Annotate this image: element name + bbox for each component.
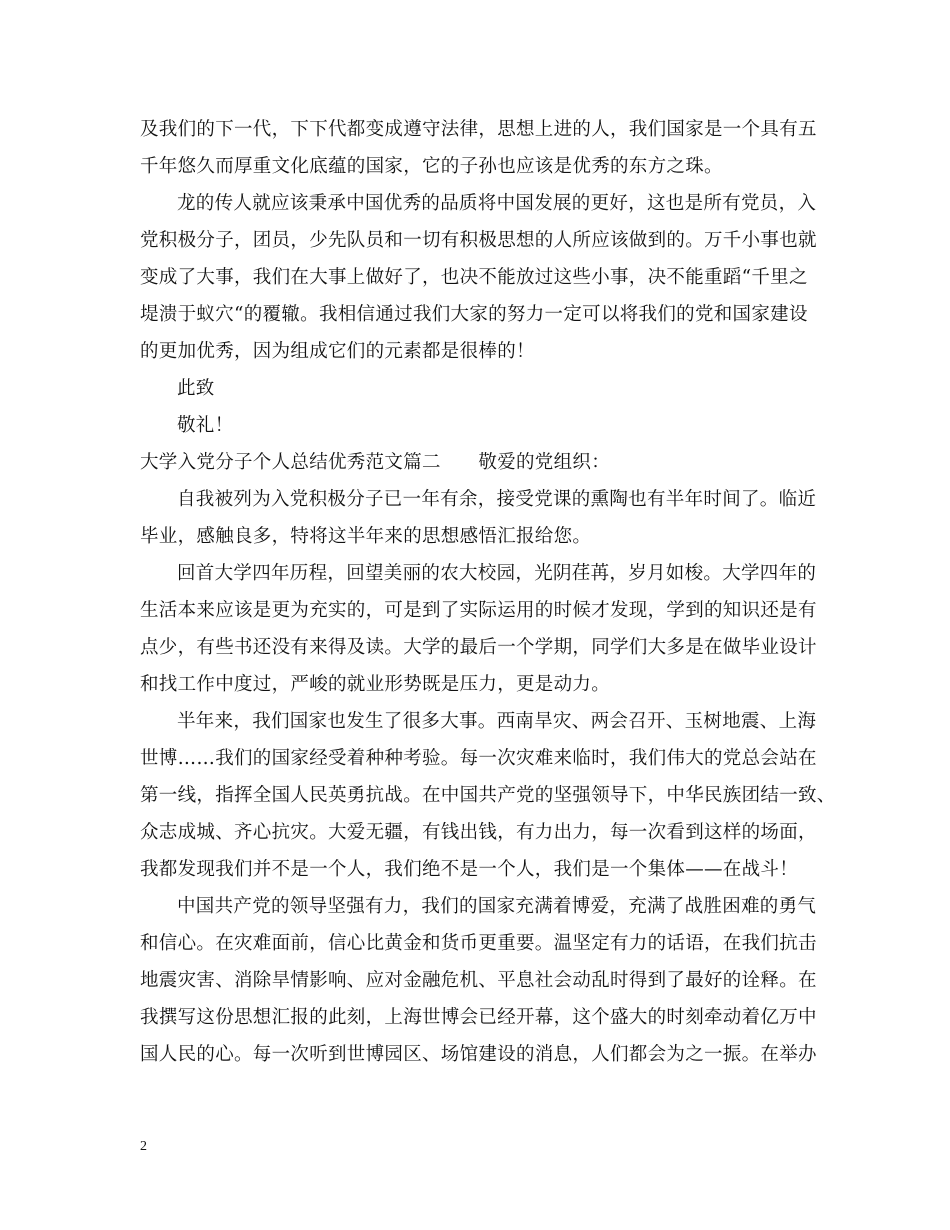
text-line: 众志成城、齐心抗灾。大爱无疆，有钱出钱，有力出力，每一次看到这样的场面， — [140, 822, 817, 843]
text-line: 半年来，我们国家也发生了很多大事。西南旱灾、两会召开、玉树地震、上海 — [177, 711, 817, 732]
text-line: 和信心。在灾难面前，信心比黄金和货币更重要。温坚定有力的话语，在我们抗击 — [140, 933, 817, 954]
text-line: 我撰写这份思想汇报的此刻，上海世博会已经开幕，这个盛大的时刻牵动着亿万中 — [140, 1007, 817, 1028]
text-line: 国人民的心。每一次听到世博园区、场馆建设的消息，人们都会为之一振。在举办 — [140, 1044, 817, 1065]
text-line: 堤溃于蚁穴“的覆辙。我相信通过我们大家的努力一定可以将我们的党和国家建设 — [140, 304, 808, 325]
text-line: 点少，有些书还没有来得及读。大学的最后一个学期，同学们大多是在做毕业设计 — [140, 637, 817, 658]
text-line: 和找工作中度过，严峻的就业形势既是压力，更是动力。 — [140, 674, 611, 695]
text-line: 我都发现我们并不是一个人，我们绝不是一个人，我们是一个集体——在战斗！ — [140, 859, 799, 880]
text-line: 此致 — [177, 378, 215, 399]
text-line: 龙的传人就应该秉承中国优秀的品质将中国发展的更好，这也是所有党员，入 — [177, 193, 817, 214]
text-line: 中国共产党的领导坚强有力，我们的国家充满着博爱，充满了战胜困难的勇气 — [177, 896, 817, 917]
section-heading: 大学入党分子个人总结优秀范文篇二 敬爱的党组织： — [140, 452, 611, 473]
text-line: 党积极分子，团员，少先队员和一切有积极思想的人所应该做到的。万千小事也就 — [140, 230, 817, 251]
text-line: 及我们的下一代，下下代都变成遵守法律，思想上进的人，我们国家是一个具有五 — [140, 119, 817, 140]
text-line: 世博……我们的国家经受着种种考验。每一次灾难来临时，我们伟大的党总会站在 — [140, 748, 817, 769]
text-line: 第一线，指挥全国人民英勇抗战。在中国共产党的坚强领导下，中华民族团结一致、 — [140, 785, 836, 806]
text-line: 千年悠久而厚重文化底蕴的国家，它的子孙也应该是优秀的东方之珠。 — [140, 156, 723, 177]
text-line: 敬礼！ — [177, 415, 234, 436]
text-line: 毕业，感触良多，特将这半年来的思想感悟汇报给您。 — [140, 526, 592, 547]
text-line: 的更加优秀，因为组成它们的元素都是很棒的！ — [140, 341, 535, 362]
text-line: 自我被列为入党积极分子已一年有余，接受党课的熏陶也有半年时间了。临近 — [177, 489, 817, 510]
text-line: 变成了大事，我们在大事上做好了，也决不能放过这些小事，决不能重蹈“千里之 — [140, 267, 808, 288]
text-line: 生活本来应该是更为充实的，可是到了实际运用的时候才发现，学到的知识还是有 — [140, 600, 817, 621]
text-line: 回首大学四年历程，回望美丽的农大校园，光阴荏苒，岁月如梭。大学四年的 — [177, 563, 817, 584]
text-line: 地震灾害、消除旱情影响、应对金融危机、平息社会动乱时得到了最好的诠释。在 — [140, 970, 817, 991]
page-number: 2 — [140, 1139, 147, 1154]
